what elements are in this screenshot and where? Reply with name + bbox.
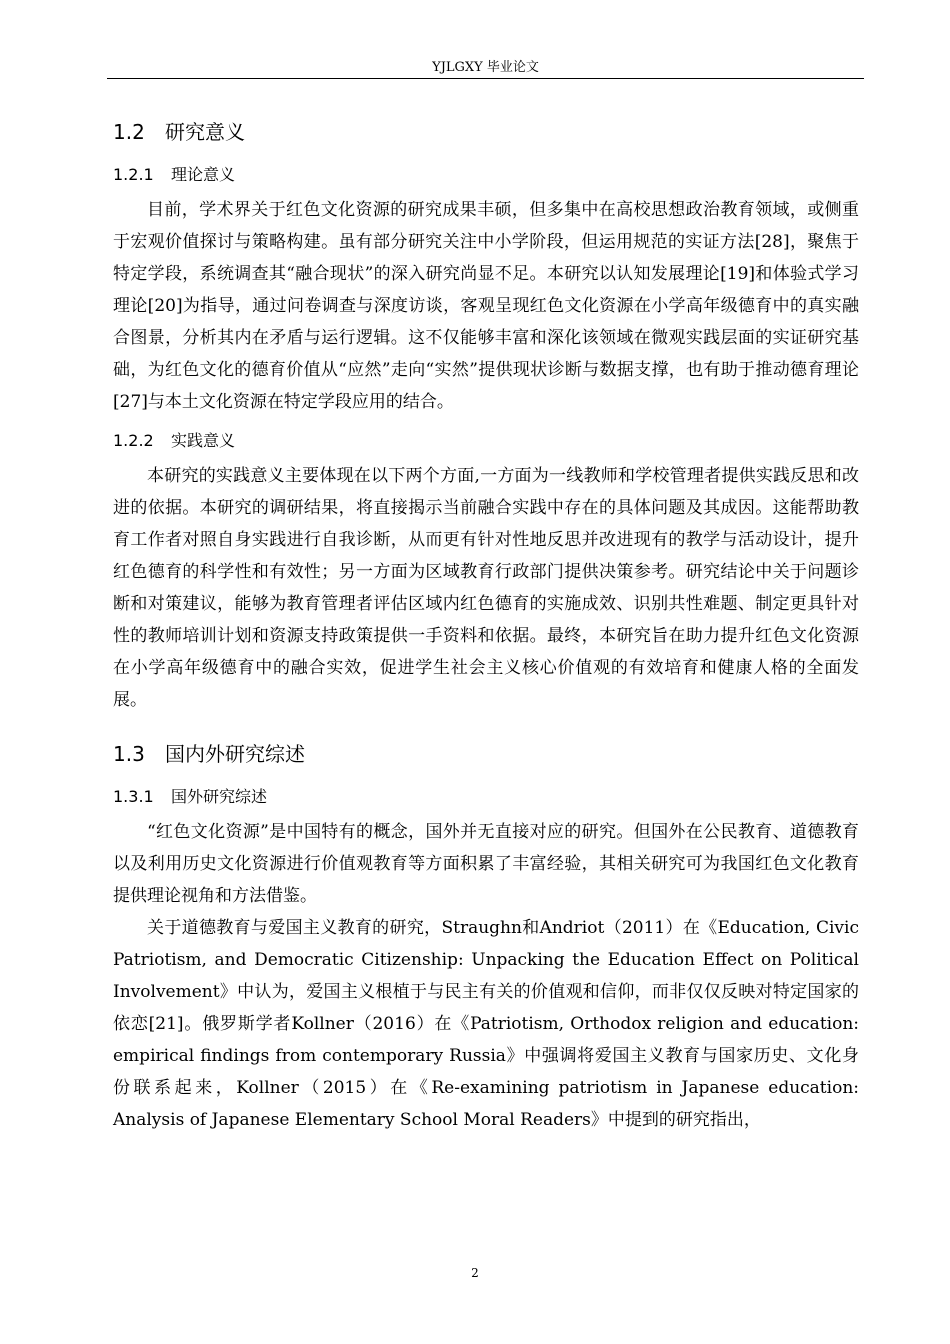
section-heading-1-3 [113,736,859,772]
subsection-number: 1.3.1 [113,787,154,806]
page-header [107,60,864,79]
header-title: YJLGXY 毕业论文 [432,60,539,75]
subsection-number: 1.2.1 [113,165,154,184]
subsection-title: 国外研究综述 [171,787,268,806]
section-title: 国内外研究综述 [165,742,305,766]
paragraph-theoretical-significance: 目前，学术界关于红色文化资源的研究成果丰硕，但多集中在高校思想政治教育领域，或侧重于宏观价值探讨与策略构建。虽有部分研究关注中小学阶段，但运用规范的实证方法[28]，聚焦于特定学段，系统调查其“融合现状”的深入研究尚显不足。本研究以认知发展理论[19]和体验式学习理论[20]为指导，通过问卷调查与深度访谈，客观呈现红色文化资源在小学高年级德育中的真实融合图景，分析其内在矛盾与运行逻辑。这不仅能够丰富和深化该领域在微观实践层面的实证研究基础，为红色文化的德育价值从“应然”走向“实然”提供现状诊断与数据支撑，也有助于推动德育理论[27]与本土文化资源在特定学段应用的结合。 [113,200,859,412]
page-footer [0,1266,950,1280]
section-number: 1.3 [113,742,145,766]
paragraph-foreign-review-intro: “红色文化资源”是中国特有的概念，国外并无直接对应的研究。但国外在公民教育、道德教育以及利用历史文化资源进行价值观教育等方面积累了丰富经验，其相关研究可为我国红色文化教育提供理论视角和方法借鉴。 [113,822,859,906]
paragraph-practical-significance: 本研究的实践意义主要体现在以下两个方面,一方面为一线教师和学校管理者提供实践反思和改进的依据。本研究的调研结果，将直接揭示当前融合实践中存在的具体问题及其成因。这能帮助教育工作者对照自身实践进行自我诊断，从而更有针对性地反思并改进现有的教学与活动设计，提升红色德育的科学性和有效性；另一方面为区域教育行政部门提供决策参考。研究结论中关于问题诊断和对策建议，能够为教育管理者评估区域内红色德育的实施成效、识别共性难题、制定更具针对性的教师培训计划和资源支持政策提供一手资料和依据。最终，本研究旨在助力提升红色文化资源在小学高年级德育中的融合实效，促进学生社会主义核心价值观的有效培育和健康人格的全面发展。 [113,466,859,710]
subsection-heading-1-2-1 [113,160,859,190]
section-title: 研究意义 [165,120,245,144]
subsection-number: 1.2.2 [113,431,154,450]
page-content [113,114,859,1136]
section-heading-1-2 [113,114,859,150]
subsection-title: 实践意义 [171,431,236,450]
subsection-heading-1-3-1 [113,782,859,812]
subsection-heading-1-2-2 [113,426,859,456]
page-number: 2 [471,1266,479,1280]
paragraph-foreign-review-moral-education: 关于道德教育与爱国主义教育的研究，Straughn和Andriot（2011）在《Education, Civic Patriotism, and Democratic Citizenship: Unpacking the Education Effect on Political Involvement》中认为，爱国主义根植于与民主有关的价值观和信仰，而非仅仅反映对特定国家的依恋[21]。俄罗斯学者Kollner（2016）在《Patriotism, Orthodox religion and education: empirical findings from contemporary Russia》中强调将爱国主义教育与国家历史、文化身份联系起来，Kollner（2015）在《Re-examining patriotism in Japanese education: Analysis of Japanese Elementary School Moral Readers》中提到的研究指出， [113,918,859,1130]
section-number: 1.2 [113,120,145,144]
subsection-title: 理论意义 [171,165,236,184]
